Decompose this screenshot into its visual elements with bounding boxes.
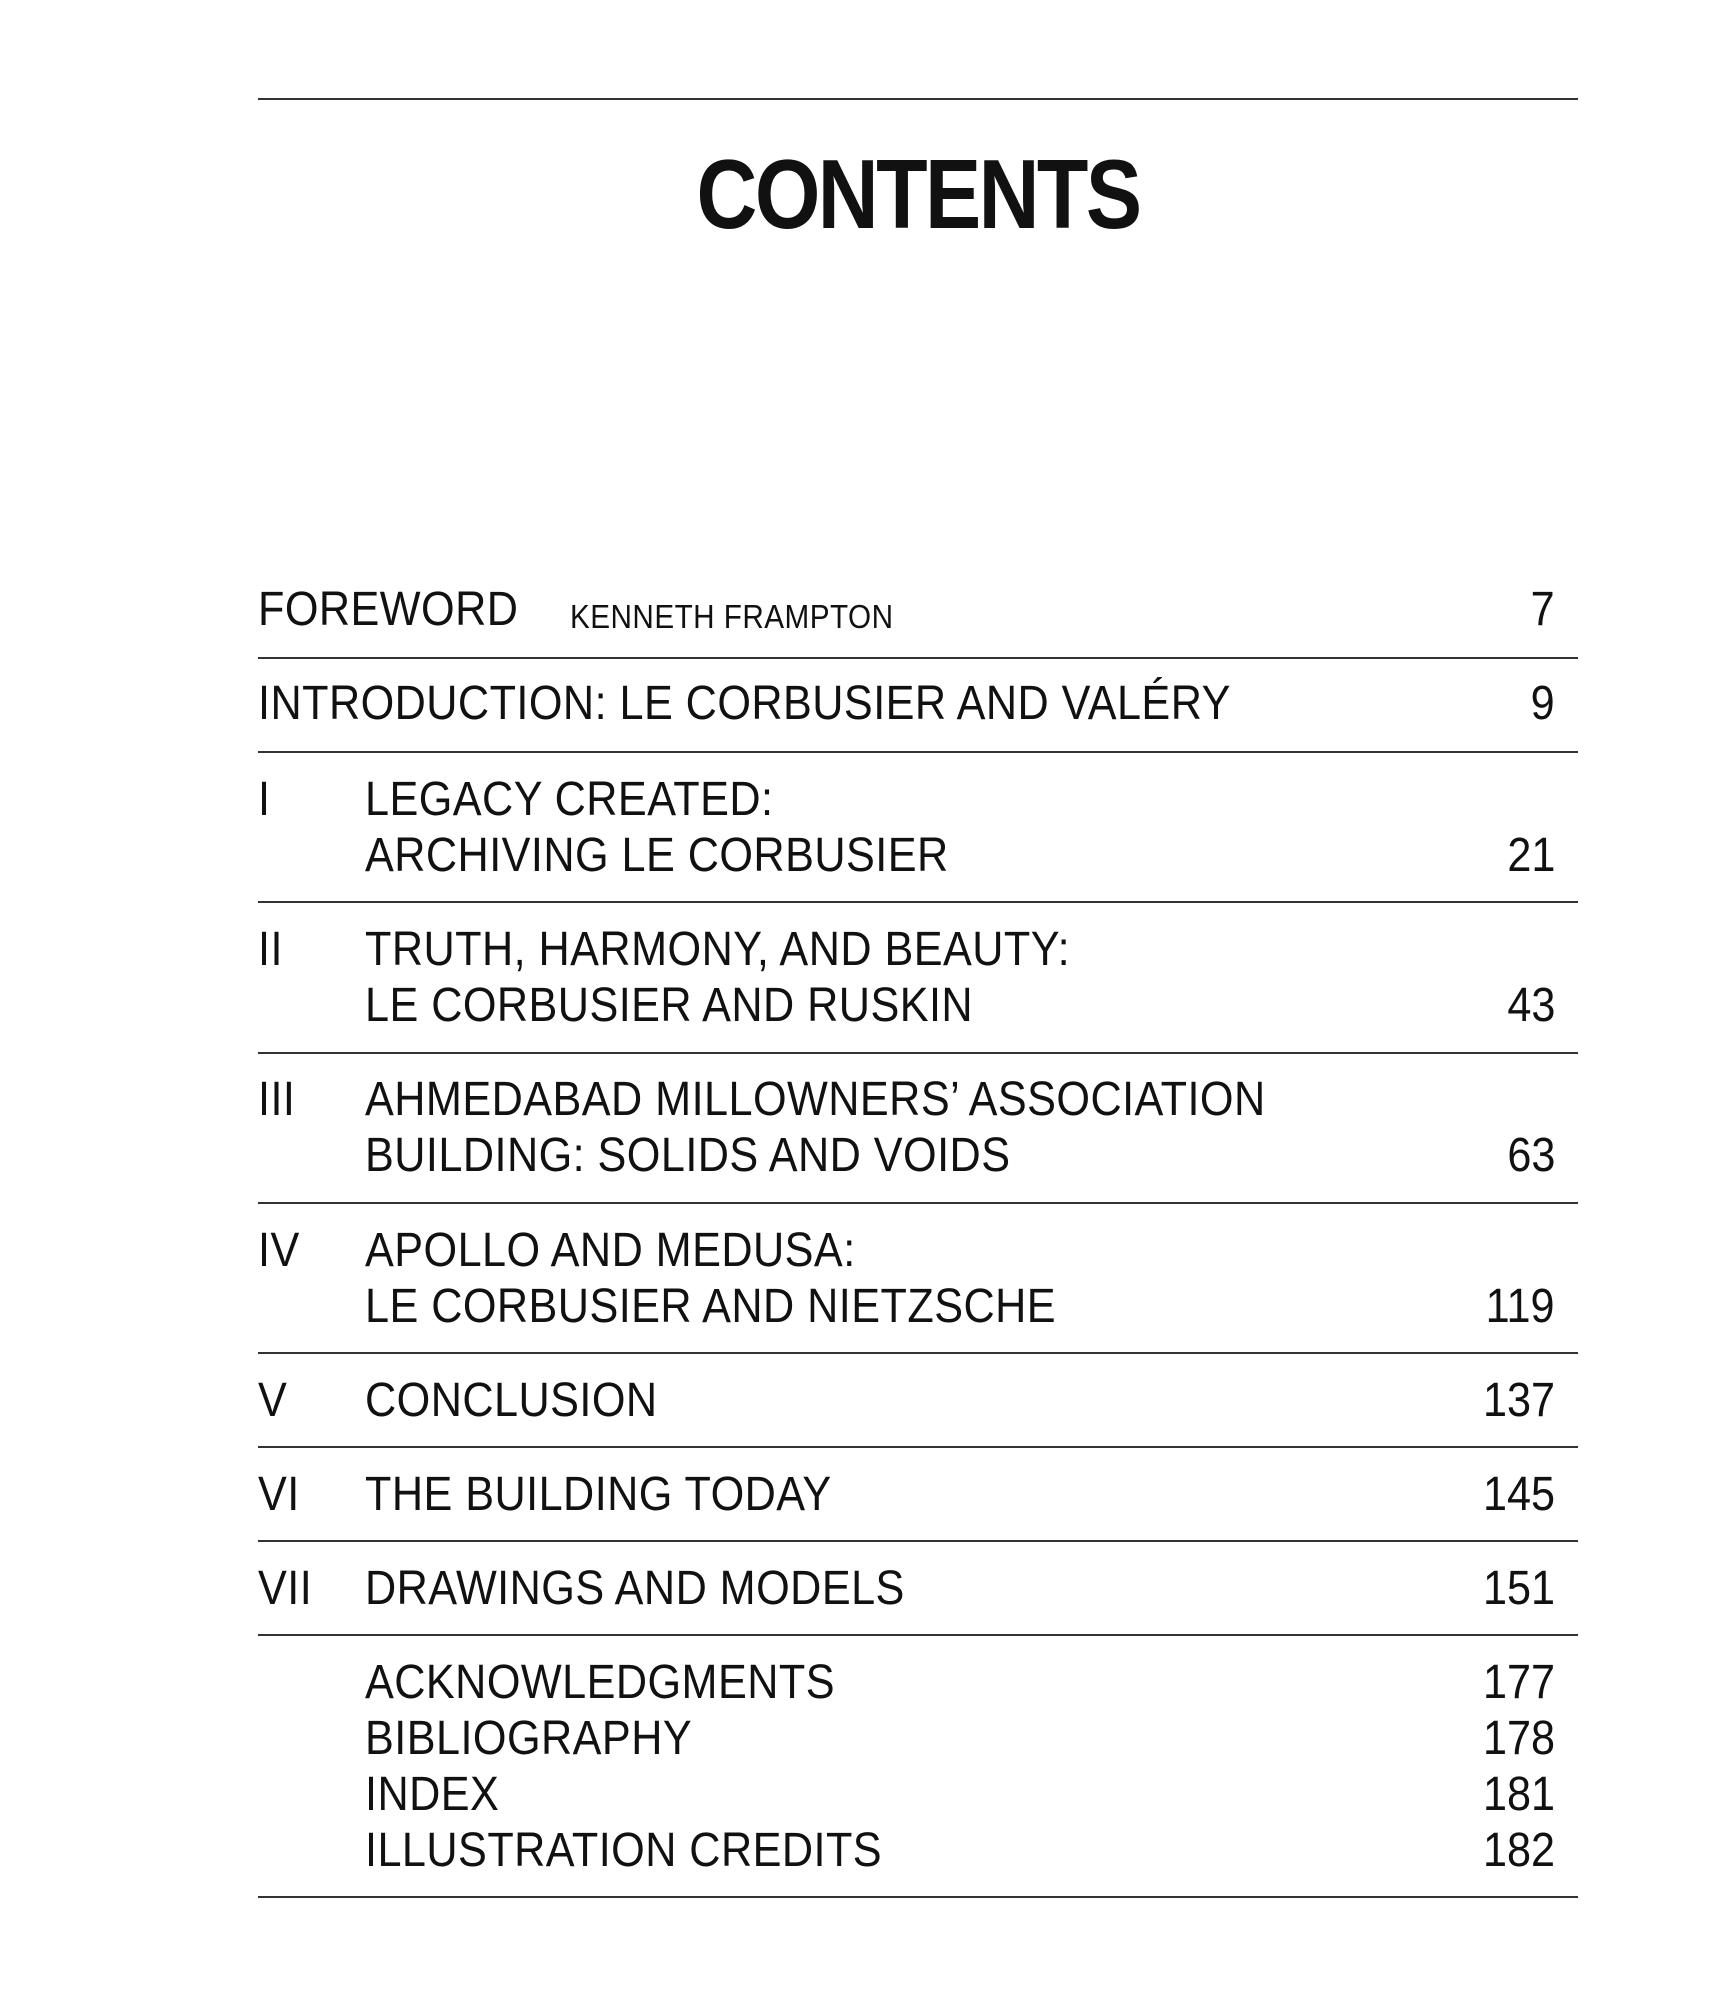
divider: [258, 1634, 1578, 1636]
chapter-page: 119: [1486, 1280, 1555, 1333]
chapter-numeral: IV: [258, 1224, 300, 1277]
chapter-numeral: II: [258, 923, 283, 976]
chapter-title-line2: LE CORBUSIER AND NIETZSCHE: [365, 1280, 1057, 1333]
chapter-title-line1: CONCLUSION: [365, 1374, 658, 1427]
chapter-page: 151: [1482, 1562, 1555, 1615]
chapter-numeral: I: [258, 773, 271, 826]
chapter-numeral: V: [258, 1374, 288, 1427]
chapter-page: 43: [1506, 979, 1555, 1032]
back-matter-label: INDEX: [365, 1768, 500, 1821]
back-matter-page: 177: [1482, 1656, 1555, 1709]
divider: [258, 1446, 1578, 1448]
chapter-page: 63: [1506, 1129, 1555, 1182]
top-rule: [258, 98, 1578, 100]
chapter-title-line1: LEGACY CREATED:: [365, 773, 774, 826]
divider: [258, 1052, 1578, 1054]
chapter-title-line1: THE BUILDING TODAY: [365, 1468, 832, 1521]
chapter-page: 145: [1482, 1468, 1555, 1521]
chapter-numeral: III: [258, 1073, 296, 1126]
chapter-page: 21: [1506, 829, 1555, 882]
back-matter-page: 181: [1482, 1768, 1555, 1821]
back-matter-page: 182: [1482, 1824, 1555, 1877]
divider: [258, 657, 1578, 659]
chapter-title-line1: APOLLO AND MEDUSA:: [365, 1224, 856, 1277]
divider: [258, 901, 1578, 903]
divider: [258, 1540, 1578, 1542]
chapter-title-line2: LE CORBUSIER AND RUSKIN: [365, 979, 974, 1032]
foreword-label: FOREWORD: [258, 583, 519, 636]
bottom-rule: [258, 1896, 1578, 1898]
back-matter-label: ACKNOWLEDGMENTS: [365, 1656, 835, 1709]
back-matter-label: ILLUSTRATION CREDITS: [365, 1824, 883, 1877]
chapter-title-line1: AHMEDABAD MILLOWNERS’ ASSOCIATION: [365, 1073, 1266, 1126]
foreword-author: KENNETH FRAMPTON: [570, 598, 894, 635]
page-title: CONTENTS: [696, 139, 1140, 249]
back-matter-page: 178: [1482, 1712, 1555, 1765]
introduction-page: 9: [1530, 677, 1555, 730]
back-matter-label: BIBLIOGRAPHY: [365, 1712, 693, 1765]
foreword-page: 7: [1530, 583, 1555, 636]
divider: [258, 751, 1578, 753]
chapter-title-line2: ARCHIVING LE CORBUSIER: [365, 829, 949, 882]
chapter-title-line1: TRUTH, HARMONY, AND BEAUTY:: [365, 923, 1071, 976]
chapter-numeral: VI: [258, 1468, 300, 1521]
divider: [258, 1352, 1578, 1354]
chapter-page: 137: [1482, 1374, 1555, 1427]
chapter-title-line2: BUILDING: SOLIDS AND VOIDS: [365, 1129, 1011, 1182]
chapter-title-line1: DRAWINGS AND MODELS: [365, 1562, 905, 1615]
introduction-label: INTRODUCTION: LE CORBUSIER AND VALÉRY: [258, 677, 1231, 730]
chapter-numeral: VII: [258, 1562, 313, 1615]
divider: [258, 1202, 1578, 1204]
